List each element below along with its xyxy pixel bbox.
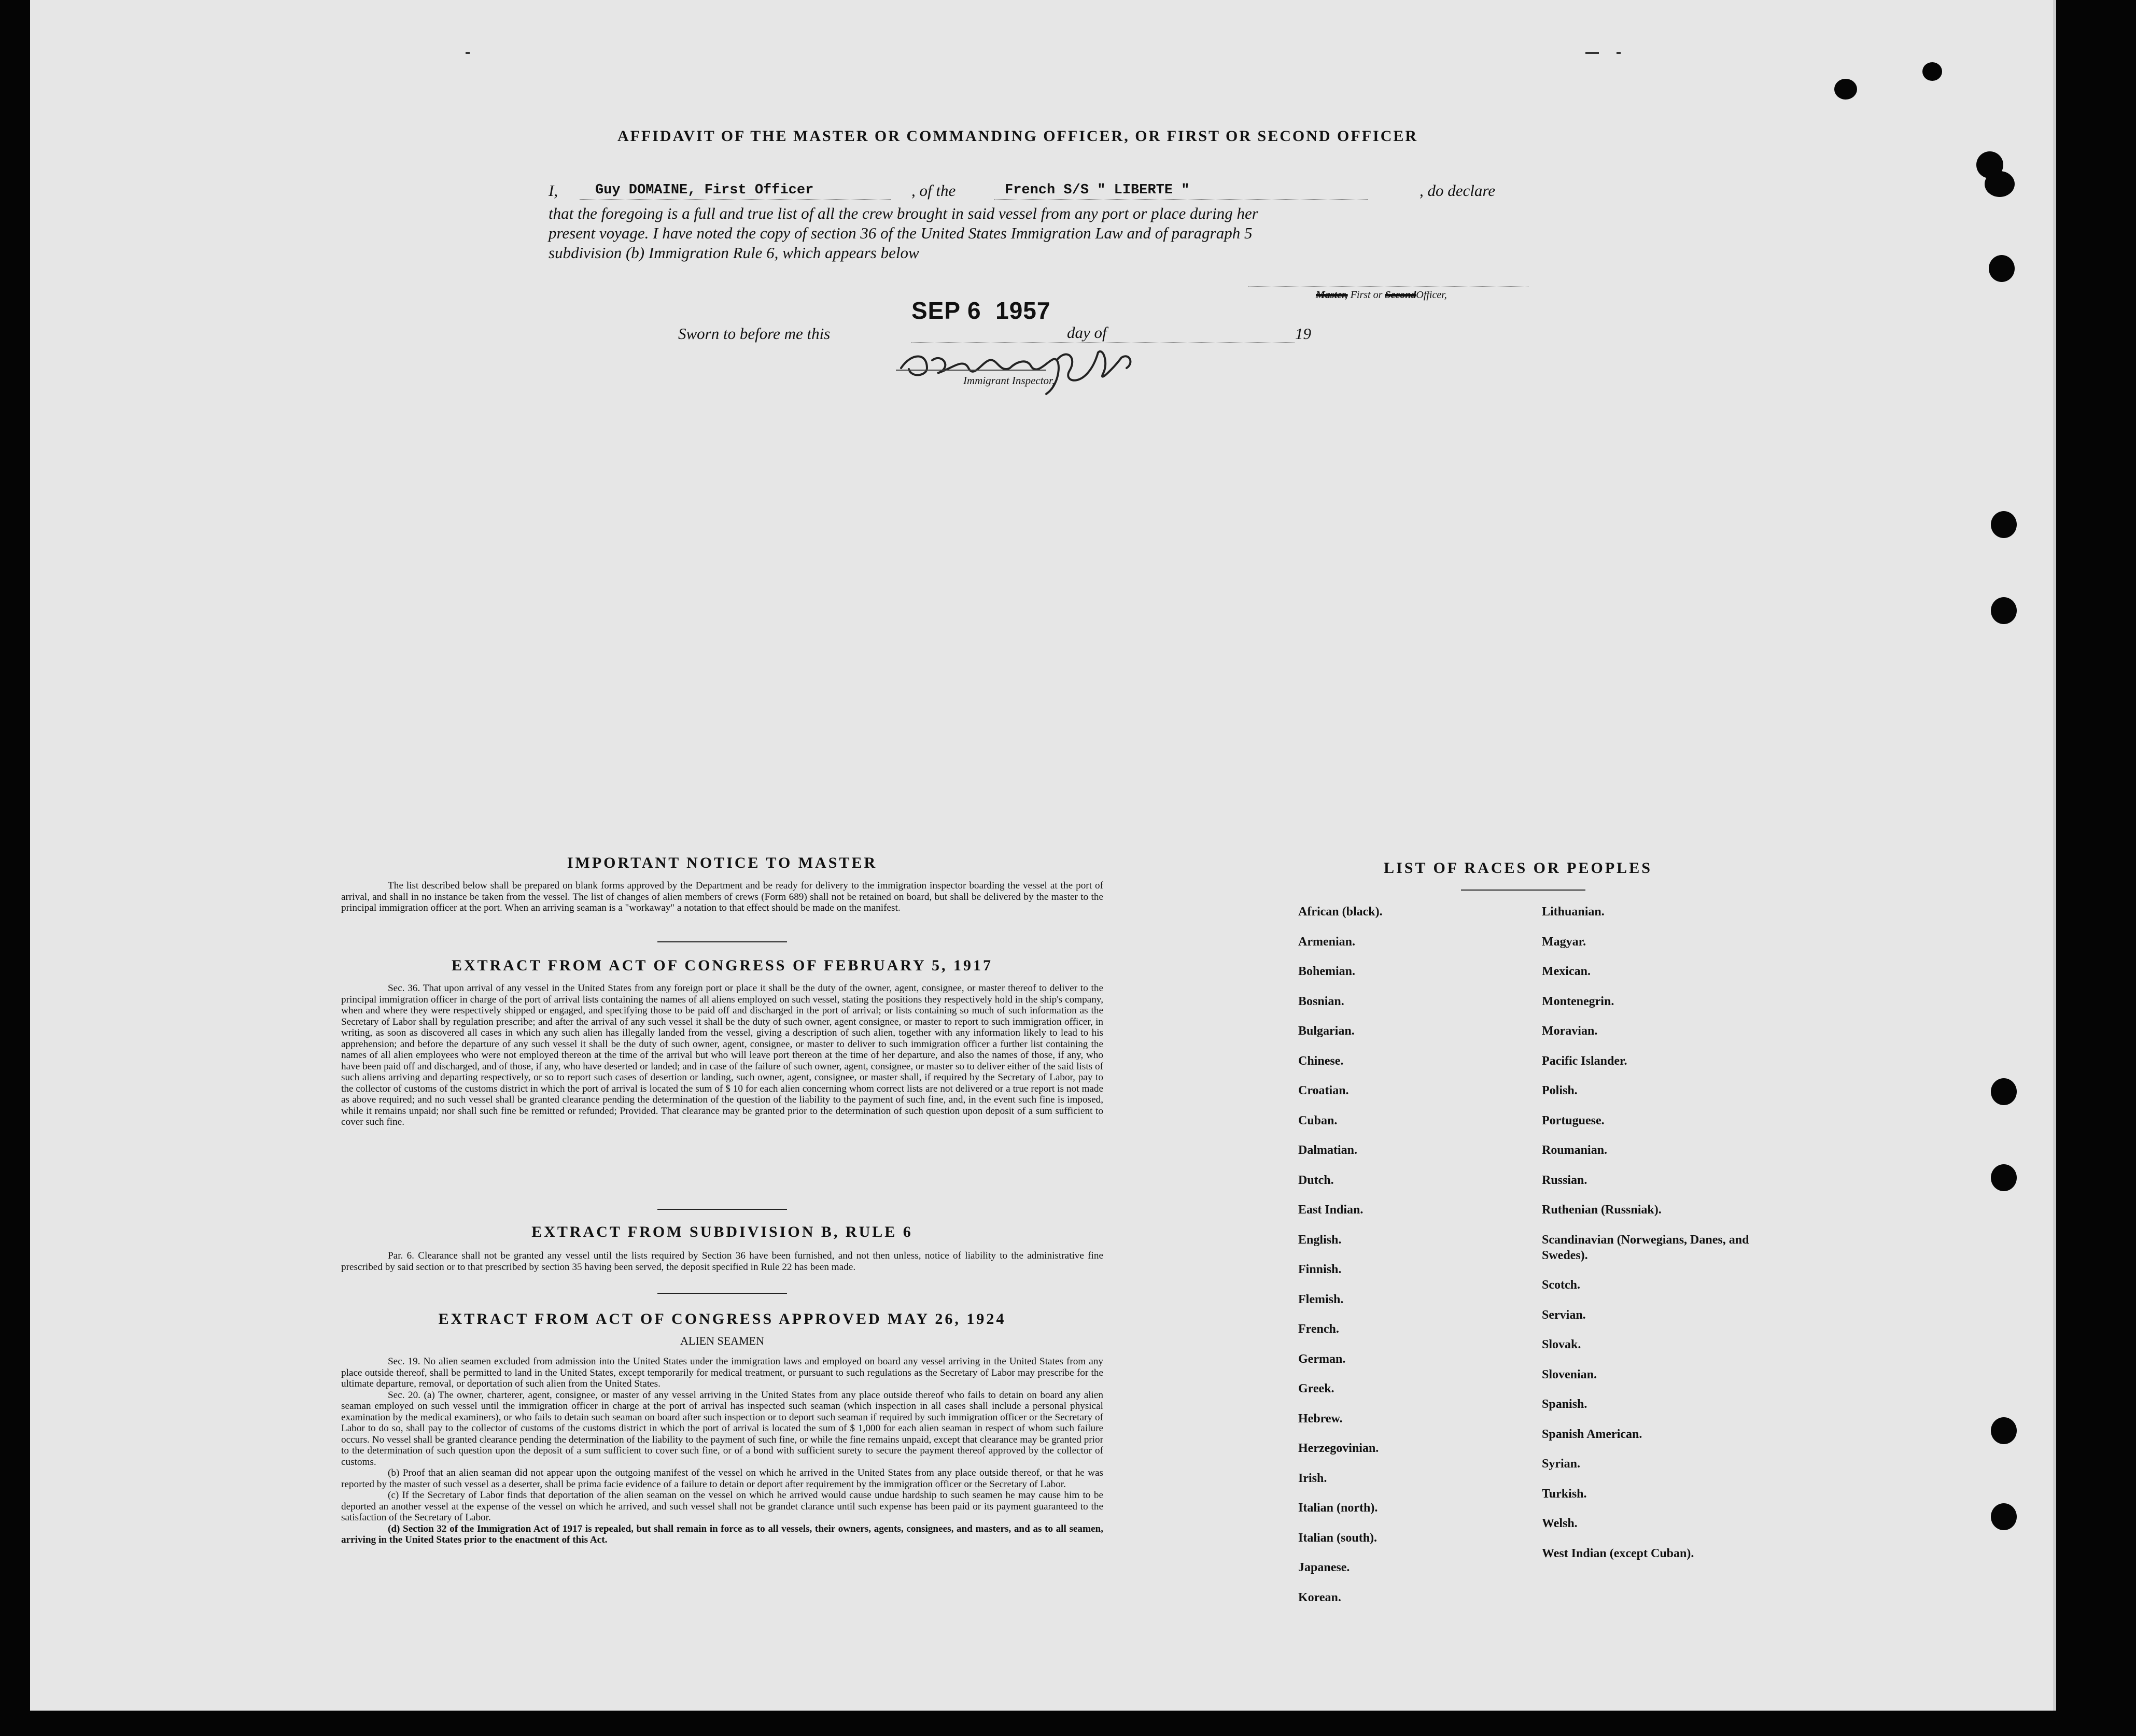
inspector-signature (891, 332, 1202, 399)
sec-19-text: Sec. 19. No alien seamen excluded from admission into the United States under the immigration laws and employed on board any vessel arriving in the United States from any place outside thereof, shall be permitted to land in the United States, except temporarily for medical treatment, or pursuant to such regulations as the Secretary of Labor may prescribe for the ultimate departure, removal, or deportation of such alien from the United States. (341, 1356, 1103, 1389)
race-item: Spanish. (1542, 1398, 1587, 1411)
affidavit-heading: AFFIDAVIT OF THE MASTER OR COMMANDING OFFICER, OR FIRST OR SECOND OFFICER (617, 128, 1418, 145)
race-item: Pacific Islander. (1542, 1054, 1627, 1068)
race-item: Servian. (1542, 1308, 1586, 1322)
race-item: Syrian. (1542, 1457, 1581, 1471)
race-item: African (black). (1298, 905, 1383, 919)
notice-text: The list described below shall be prepared on blank forms approved by the Department and be ready for delivery to the immigration inspector boarding the vessel at the port of arrival, and shall in no instance be taken from the vessel. The list of changes of alien members of crews (Form 689) shall not be retained on board, but shall be delivered by the master to the principal immigration officer at the port. When an arriving seaman is a "workaway" a notation to that effect should be made on the manifest. (341, 880, 1103, 913)
affidavit-line-2: that the foregoing is a full and true list of all the crew brought in said vessel from any port or place during her (549, 204, 1258, 222)
of-the-label: , of the (911, 181, 956, 200)
race-item: Lithuanian. (1542, 905, 1605, 919)
race-item: Roumanian. (1542, 1144, 1608, 1157)
sec-20b-text: (b) Proof that an alien seaman did not appear upon the outgoing manifest of the vessel on which he arrived in the United States from any place outside thereof, or that he was reported by the master of such vessel as a deserter, shall be prima facie evidence of a failure to detain or deport after requirement by the immigration officer or the Secretary of Labor. (341, 1467, 1103, 1490)
subdivision-title: EXTRACT FROM SUBDIVISION B, RULE 6 (531, 1223, 913, 1240)
races-title: LIST OF RACES OR PEOPLES (1384, 859, 1652, 877)
race-item: Japanese. (1298, 1561, 1350, 1574)
race-item: Hebrew. (1298, 1412, 1343, 1426)
caption-officer: Officer, (1416, 289, 1447, 301)
day-of-label: day of (1067, 323, 1107, 342)
race-item: Russian. (1542, 1173, 1587, 1187)
extract-1924-body (341, 1356, 1103, 1546)
i-label: I, (549, 181, 558, 200)
punch-hole (1989, 255, 2015, 282)
punch-hole (1991, 1078, 2017, 1105)
inspector-label: Immigrant Inspector, (963, 374, 1055, 387)
notice-title: IMPORTANT NOTICE TO MASTER (567, 854, 878, 871)
scan-mark (1585, 52, 1599, 54)
race-item: Cuban. (1298, 1113, 1338, 1127)
do-declare-label: , do declare (1420, 181, 1496, 200)
race-item: Korean. (1298, 1590, 1341, 1604)
race-item: Portuguese. (1542, 1113, 1605, 1127)
caption-first-or: First or (1350, 289, 1383, 301)
punch-hole (1985, 171, 2015, 197)
race-item: Ruthenian (Russniak). (1542, 1203, 1662, 1217)
race-item: Magyar. (1542, 935, 1586, 949)
sec-20d-text: (d) Section 32 of the Immigration Act of 1917 is repealed, but shall remain in force as to all vessels, their owners, agents, consignees, and masters, and as to all seamen, arriving in the United States prior to the enactment of this Act. (341, 1523, 1103, 1545)
affidavit-line-3: present voyage. I have noted the copy of section 36 of the United States Immigration Law and of paragraph 5 (549, 224, 1253, 242)
race-item: Turkish. (1542, 1487, 1587, 1501)
race-item: Bohemian. (1298, 965, 1356, 978)
officer-caption (1316, 289, 1447, 301)
sec-20c-text: (c) If the Secretary of Labor finds that deportation of the alien seaman on the vessel on which he arrived would cause undue hardship to such seamen he may cause him to be deported an another vessel at the expense of the vessel on which he arrived, and such vessel shall not be grandet clarance until such expense has been paid or its payment guaranteed to the satisfaction of the Secretary of Labor. (341, 1490, 1103, 1523)
extract-1917-title: EXTRACT FROM ACT OF CONGRESS OF FEBRUARY 5, 1917 (451, 957, 993, 974)
race-item: Italian (south). (1298, 1531, 1378, 1545)
race-item: Polish. (1542, 1084, 1578, 1097)
divider (1461, 890, 1585, 891)
race-item: Slovenian. (1542, 1367, 1597, 1381)
punch-hole (1991, 597, 2017, 624)
year-label: 19 (1295, 324, 1311, 343)
race-item: Dalmatian. (1298, 1144, 1357, 1157)
punch-hole (1991, 1503, 2017, 1530)
sec-20a-text: Sec. 20. (a) The owner, charterer, agent, consignee, or master of any vessel arriving in the United States from any place outside thereof who fails to detain on board any alien seaman employed on such vessel until the immigration officer in charge at the port of arrival has inspected such seaman (which inspection in all cases shall include a personal physical examination by the medical examiners), or who fails to detain such seaman on board after such inspection or to deport such seaman if required by such immigration officer or the Secretary of Labor to do so, shall pay to the collector of customs of the customs district in which the port of arrival is located the sum of $ 1,000 for each alien seaman in respect of whom such failure occurs. No vessel shall be granted clearance pending the determination of the liability to the payment of such fine, or while the fine remains unpaid, except that clearance may be granted prior to the determination of such question upon the deposit of a sum sufficient to cover such fine, or of a bond with sufficient surety to secure the payment thereof approved by the collector of customs. (341, 1389, 1103, 1467)
punch-hole (1991, 1164, 2017, 1191)
scan-mark (1617, 52, 1621, 54)
caption-struck-master: Master, (1316, 289, 1348, 301)
race-item: Greek. (1298, 1382, 1334, 1395)
race-item: Scotch. (1542, 1278, 1580, 1292)
punch-hole (1991, 511, 2017, 538)
race-item: Mexican. (1542, 965, 1591, 978)
divider (657, 1293, 787, 1294)
race-item: Irish. (1298, 1471, 1327, 1485)
date-stamp: SEP 6 1957 (911, 297, 1051, 324)
race-item: Herzegovinian. (1298, 1442, 1379, 1455)
race-item: Croatian. (1298, 1084, 1349, 1097)
punch-hole (1834, 79, 1857, 100)
race-item: Italian (north). (1298, 1501, 1378, 1515)
officer-name-filled: Guy DOMAINE, First Officer (595, 182, 814, 198)
race-item: Finnish. (1298, 1263, 1342, 1276)
vessel-name-filled: French S/S " LIBERTE " (1005, 182, 1190, 198)
divider (657, 941, 787, 942)
race-item: Bulgarian. (1298, 1024, 1355, 1038)
race-item: Chinese. (1298, 1054, 1344, 1068)
race-item: Armenian. (1298, 935, 1355, 949)
affidavit-line-1 (549, 181, 1534, 202)
race-item: Slovak. (1542, 1338, 1581, 1351)
document-sheet (30, 0, 2056, 1711)
race-item: Scandinavian (Norwegians, Danes, and Swedes). (1542, 1233, 1749, 1262)
punch-hole (1922, 62, 1942, 81)
race-item: German. (1298, 1352, 1346, 1366)
subdivision-text: Par. 6. Clearance shall not be granted any vessel until the lists required by Section 36 have been furnished, and not then unless, notice of liability to the administrative fine prescribed by said section or to that prescribed by section 35 having been served, the deposit specified in Rule 22 has been made. (341, 1250, 1103, 1273)
alien-seamen-subtitle: ALIEN SEAMEN (680, 1334, 764, 1347)
race-item: French. (1298, 1322, 1339, 1336)
extract-1917-text: Sec. 36. That upon arrival of any vessel in the United States from any foreign port or place it shall be the duty of the owner, agent, consignee, or master thereof to deliver to the principal immigration officer in charge of the port of arrival lists containing the names of all aliens employed on such vessel, stating the positions they respectively hold in the ship's company, when and where they were respectively shipped or engaged, and specifying those to be paid off and discharged in the port of arrival; or lists containing so much of such information as the Secretary of Labor shall by regulation prescribe; and after the arrival of any such vessel it shall be the duty of such owner, agent consignee, or master to report to such immigration officer, in writing, as soon as discovered all cases in which any such alien has illegally landed from the vessel, giving a description of such alien, together with any information likely to lead to his apprehension; and before the departure of any such vessel it shall be the duty of such owner, agent, consignee, or master to deliver to such immigration officer a further list containing the names of all alien employees who were not employed thereon at the time of the arrival but who will leave port thereon at the time of her departure, and also the names of those, if any, who have been paid off and discharged, and of those, if any, who have deserted or landed; and in case of the failure of such owner, agent, consignee, or master so to deliver either of the said lists of such aliens arriving and departing respectively, or so to report such cases of desertion or landing, such owner, agent, consignee, or master shall, if required by the Secretary of Labor, pay to the collector of customs of the customs district in which the port of arrival is located the sum of $ 10 for each alien concerning whom correct lists are not delivered or a true report is not made as above required; and no such vessel shall be granted clearance pending the determination of the question of the liability to the payment of such fine, and, in the event such fine is imposed, while it remains unpaid; nor shall such fine be remitted or refunded; Provided. That clearance may be granted prior to the determination of such question upon deposit of a sum sufficient to cover such fine. (341, 983, 1103, 1127)
race-item: Flemish. (1298, 1292, 1344, 1306)
vessel-name-underline (994, 199, 1368, 200)
divider (657, 1209, 787, 1210)
race-item: Spanish American. (1542, 1427, 1642, 1441)
sworn-label: Sworn to before me this (678, 324, 831, 343)
affidavit-line-4: subdivision (b) Immigration Rule 6, which appears below (549, 244, 919, 262)
race-item: Moravian. (1542, 1024, 1598, 1038)
caption-struck-second: Second (1385, 289, 1416, 301)
race-item: Dutch. (1298, 1173, 1334, 1187)
race-item: Welsh. (1542, 1517, 1578, 1530)
scan-mark (466, 52, 470, 54)
officer-name-underline (580, 199, 891, 200)
extract-1924-title: EXTRACT FROM ACT OF CONGRESS APPROVED MAY 26, 1924 (438, 1310, 1006, 1328)
race-item: East Indian. (1298, 1203, 1364, 1217)
race-item: Montenegrin. (1542, 994, 1614, 1008)
officer-signature-line (1248, 286, 1528, 287)
race-item: English. (1298, 1233, 1342, 1247)
race-item: Bosnian. (1298, 994, 1344, 1008)
race-item: West Indian (except Cuban). (1542, 1546, 1694, 1560)
punch-hole (1991, 1417, 2017, 1444)
